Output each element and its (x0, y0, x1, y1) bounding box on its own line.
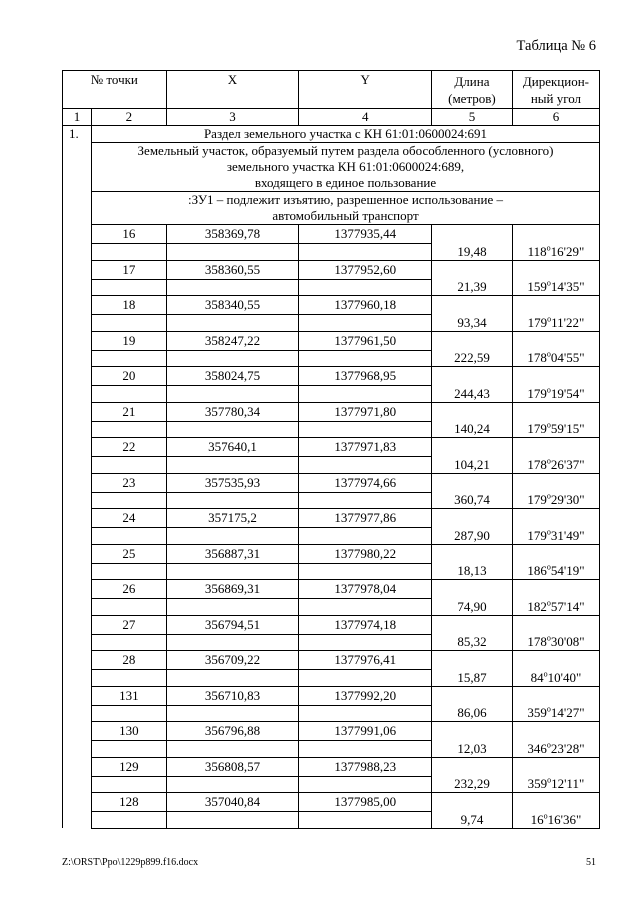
point-x: 358360,55 (166, 260, 299, 279)
point-x: 356710,83 (166, 686, 299, 705)
section-subtitle-line2: земельного участка КН 61:01:0600024:689, (226, 159, 465, 174)
segment-row (63, 563, 600, 580)
segment-row (63, 705, 600, 722)
header-angle-line1: Дирекцион- (522, 73, 589, 89)
point-row (63, 438, 600, 457)
point-row (63, 544, 600, 563)
point-x: 356887,31 (166, 544, 299, 563)
segment-angle: 118$^o$16'29" (512, 244, 599, 261)
section-number: 1. (63, 126, 92, 143)
point-row (63, 686, 600, 705)
point-row (63, 473, 600, 492)
footer-file-path: Z:\ORST\Ppo\1229p899.f16.docx (62, 857, 199, 868)
point-row (63, 260, 600, 279)
point-number: 128 (92, 793, 167, 812)
point-y: 1377978,04 (299, 580, 432, 599)
column-number-5: 5 (432, 109, 513, 126)
segment-length: 18,13 (432, 563, 513, 580)
segment-length: 360,74 (432, 492, 513, 509)
header-row (63, 71, 600, 109)
point-number: 130 (92, 722, 167, 741)
header-length-line1: Длина (454, 73, 490, 89)
point-x: 357175,2 (166, 509, 299, 528)
point-y: 1377974,66 (299, 473, 432, 492)
point-number: 27 (92, 615, 167, 634)
segment-length: 19,48 (432, 244, 513, 261)
point-row (63, 296, 600, 315)
segment-row (63, 634, 600, 651)
segment-length: 222,59 (432, 350, 513, 367)
point-number: 24 (92, 509, 167, 528)
segment-angle: 178$^o$26'37" (512, 457, 599, 474)
segment-angle: 16$^o$16'36" (512, 812, 599, 829)
segment-angle: 178$^o$30'08" (512, 634, 599, 651)
point-y: 1377952,60 (299, 260, 432, 279)
column-number-row (63, 109, 600, 126)
point-y: 1377961,50 (299, 331, 432, 350)
segment-length: 85,32 (432, 634, 513, 651)
header-angle-line2: ный угол (530, 90, 582, 106)
coordinates-table (62, 70, 600, 829)
segment-angle: 178$^o$04'55" (512, 350, 599, 367)
header-point: № точки (63, 71, 167, 109)
section-title: Раздел земельного участка с КН 61:01:0600024:691 (92, 126, 600, 143)
point-y: 1377985,00 (299, 793, 432, 812)
table-label: Таблица № 6 (516, 38, 596, 54)
point-y: 1377968,95 (299, 367, 432, 386)
point-x: 357640,1 (166, 438, 299, 457)
segment-angle: 359$^o$12'11" (512, 776, 599, 793)
point-y: 1377992,20 (299, 686, 432, 705)
point-number: 20 (92, 367, 167, 386)
point-number: 21 (92, 402, 167, 421)
point-x: 356794,51 (166, 615, 299, 634)
point-y: 1377971,83 (299, 438, 432, 457)
segment-length: 12,03 (432, 741, 513, 758)
point-number: 22 (92, 438, 167, 457)
segment-row (63, 776, 600, 793)
segment-angle: 179$^o$31'49" (512, 528, 599, 545)
segment-row (63, 244, 600, 261)
point-row (63, 793, 600, 812)
point-row (63, 615, 600, 634)
point-row (63, 367, 600, 386)
zone-row (63, 192, 600, 225)
segment-angle: 179$^o$19'54" (512, 386, 599, 403)
point-row (63, 331, 600, 350)
point-row (63, 509, 600, 528)
column-number-6: 6 (512, 109, 599, 126)
point-number: 25 (92, 544, 167, 563)
point-y: 1377991,06 (299, 722, 432, 741)
point-x: 357780,34 (166, 402, 299, 421)
section-subtitle-row (63, 143, 600, 192)
segment-row (63, 421, 600, 438)
segment-angle: 159$^o$14'35" (512, 279, 599, 296)
segment-row (63, 599, 600, 616)
segment-row (63, 350, 600, 367)
header-y: Y (299, 71, 432, 109)
footer-page-number: 51 (586, 857, 596, 868)
segment-row (63, 492, 600, 509)
segment-row (63, 386, 600, 403)
point-number: 28 (92, 651, 167, 670)
point-y: 1377974,18 (299, 615, 432, 634)
section-title-row (63, 126, 600, 143)
point-x: 358024,75 (166, 367, 299, 386)
point-x: 358247,22 (166, 331, 299, 350)
point-row (63, 757, 600, 776)
column-number-2: 2 (92, 109, 167, 126)
segment-row (63, 315, 600, 332)
point-number: 18 (92, 296, 167, 315)
header-length-line2: (метров) (448, 90, 496, 106)
segment-angle: 359$^o$14'27" (512, 705, 599, 722)
point-number: 17 (92, 260, 167, 279)
point-x: 356796,88 (166, 722, 299, 741)
segment-angle: 179$^o$59'15" (512, 421, 599, 438)
point-x: 358340,55 (166, 296, 299, 315)
point-x: 358369,78 (166, 225, 299, 244)
segment-length: 9,74 (432, 812, 513, 829)
segment-length: 232,29 (432, 776, 513, 793)
point-row (63, 402, 600, 421)
point-y: 1377980,22 (299, 544, 432, 563)
segment-angle: 179$^o$11'22" (512, 315, 599, 332)
segment-row (63, 812, 600, 829)
section-subtitle-line3: входящего в единое пользование (254, 175, 437, 190)
point-row (63, 225, 600, 244)
point-y: 1377976,41 (299, 651, 432, 670)
segment-row (63, 457, 600, 474)
point-number: 129 (92, 757, 167, 776)
segment-angle: 179$^o$29'30" (512, 492, 599, 509)
segment-row (63, 279, 600, 296)
point-number: 131 (92, 686, 167, 705)
header-angle (512, 71, 599, 109)
segment-length: 86,06 (432, 705, 513, 722)
segment-length: 74,90 (432, 599, 513, 616)
point-x: 356869,31 (166, 580, 299, 599)
segment-length: 244,43 (432, 386, 513, 403)
segment-length: 15,87 (432, 670, 513, 687)
segment-angle: 84$^o$10'40" (512, 670, 599, 687)
point-number: 16 (92, 225, 167, 244)
point-number: 19 (92, 331, 167, 350)
point-y: 1377988,23 (299, 757, 432, 776)
column-number-3: 3 (166, 109, 299, 126)
point-row (63, 651, 600, 670)
segment-angle: 182$^o$57'14" (512, 599, 599, 616)
segment-row (63, 670, 600, 687)
segment-row (63, 741, 600, 758)
section-subtitle-line1: Земельный участок, образуемый путем раздела обособленного (условного) (137, 143, 554, 158)
segment-angle: 346$^o$23'28" (512, 741, 599, 758)
segment-length: 287,90 (432, 528, 513, 545)
header-length (432, 71, 513, 109)
point-row (63, 722, 600, 741)
section-subtitle (92, 143, 600, 192)
zone-line2: автомобильный транспорт (272, 208, 419, 223)
header-x: X (166, 71, 299, 109)
point-x: 357040,84 (166, 793, 299, 812)
segment-length: 93,34 (432, 315, 513, 332)
point-y: 1377977,86 (299, 509, 432, 528)
point-x: 356808,57 (166, 757, 299, 776)
point-y: 1377960,18 (299, 296, 432, 315)
column-number-4: 4 (299, 109, 432, 126)
point-row (63, 580, 600, 599)
segment-row (63, 528, 600, 545)
point-number: 23 (92, 473, 167, 492)
segment-length: 104,21 (432, 457, 513, 474)
point-number: 26 (92, 580, 167, 599)
segment-length: 140,24 (432, 421, 513, 438)
point-y: 1377935,44 (299, 225, 432, 244)
point-x: 357535,93 (166, 473, 299, 492)
point-y: 1377971,80 (299, 402, 432, 421)
column-number-1: 1 (63, 109, 92, 126)
zone-line1: :ЗУ1 – подлежит изъятию, разрешенное использование – (188, 192, 503, 207)
segment-angle: 186$^o$54'19" (512, 563, 599, 580)
segment-length: 21,39 (432, 279, 513, 296)
point-x: 356709,22 (166, 651, 299, 670)
zone-description (92, 192, 600, 225)
